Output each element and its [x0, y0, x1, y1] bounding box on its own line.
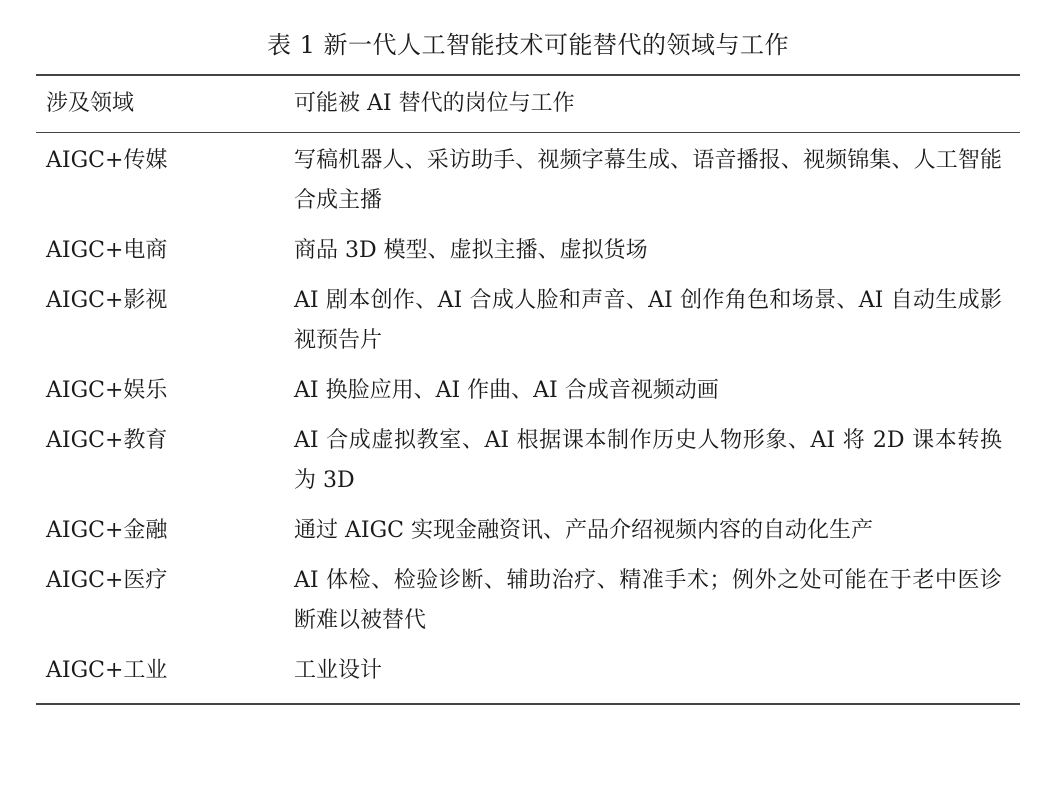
table-body [36, 133, 1020, 703]
table-row [36, 413, 1020, 503]
table-row [36, 133, 1020, 223]
table-row [36, 503, 1020, 553]
table-header-row [36, 76, 1020, 133]
row-jobs: AI 剧本创作、AI 合成人脸和声音、AI 创作角色和场景、AI 自动生成影视预告片 [294, 288, 1002, 353]
table-row [36, 363, 1020, 413]
row-domain: AIGC+影视 [46, 288, 168, 313]
row-domain: AIGC+金融 [46, 518, 168, 543]
row-jobs: 写稿机器人、采访助手、视频字幕生成、语音播报、视频锦集、人工智能合成主播 [294, 148, 1002, 213]
header-domain: 涉及领域 [46, 91, 135, 116]
row-domain: AIGC+工业 [46, 658, 168, 683]
replacement-table [36, 74, 1020, 705]
row-jobs: AI 体检、检验诊断、辅助治疗、精准手术；例外之处可能在于老中医诊断难以被替代 [294, 568, 1002, 633]
row-jobs: 工业设计 [294, 658, 383, 683]
table-caption: 表 1 新一代人工智能技术可能替代的领域与工作 [266, 31, 790, 59]
table-row [36, 643, 1020, 693]
table-row [36, 223, 1020, 273]
header-jobs: 可能被 AI 替代的岗位与工作 [294, 91, 575, 116]
row-jobs: 商品 3D 模型、虚拟主播、虚拟货场 [294, 238, 648, 263]
row-domain: AIGC+传媒 [46, 148, 168, 173]
row-jobs: AI 换脸应用、AI 作曲、AI 合成音视频动画 [294, 378, 719, 403]
row-domain: AIGC+电商 [46, 238, 168, 263]
row-jobs: 通过 AIGC 实现金融资讯、产品介绍视频内容的自动化生产 [294, 518, 873, 543]
row-jobs: AI 合成虚拟教室、AI 根据课本制作历史人物形象、AI 将 2D 课本转换为 3D [294, 428, 1002, 493]
table-row [36, 273, 1020, 363]
table-row [36, 553, 1020, 643]
row-domain: AIGC+医疗 [46, 568, 168, 593]
row-domain: AIGC+娱乐 [46, 378, 168, 403]
row-domain: AIGC+教育 [46, 428, 168, 453]
